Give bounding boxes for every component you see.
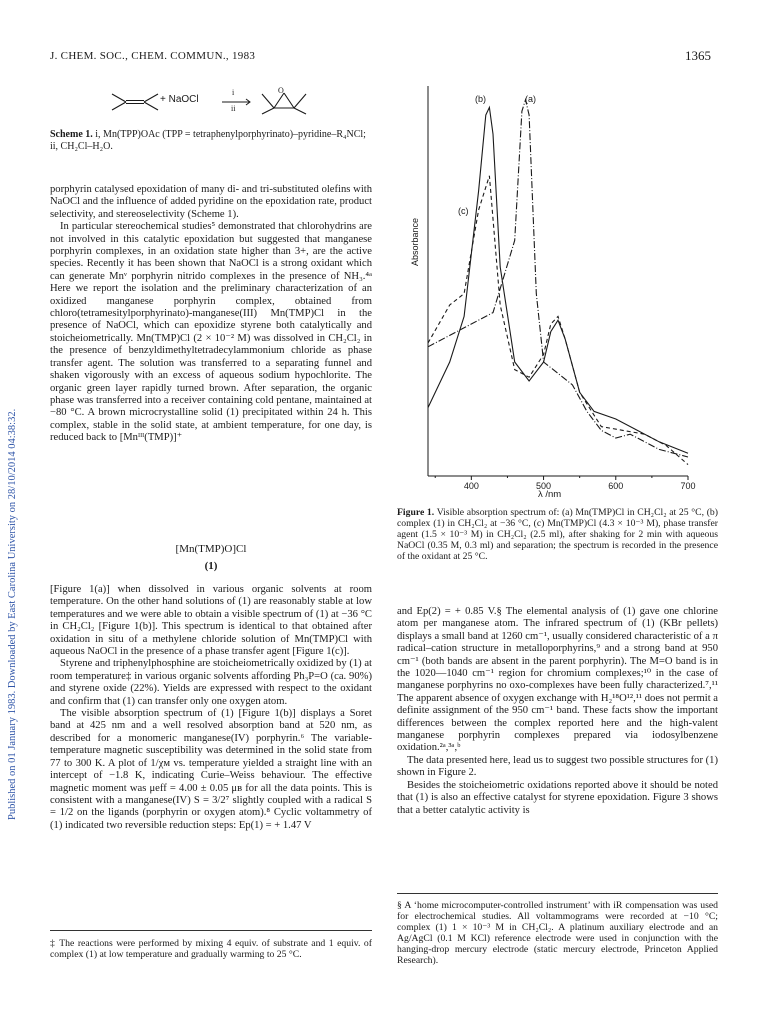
running-header: J. CHEM. SOC., CHEM. COMMUN., 1983 [50, 50, 256, 62]
x-tick-label: 500 [536, 481, 552, 491]
epoxide-structure [262, 93, 306, 114]
x-tick-label: 600 [608, 481, 624, 491]
paragraph: The visible absorption spectrum of (1) [Figure 1(b)] displays a Soret band at 425 nm and a well resolved absorption band at 520 nm, as described for a monomeric manganese(IV) porphyrin.⁶ The variable-temperature magnetic susceptibility was determined in the solid state from 77 to 300 K. A plot of 1/χᴍ vs. temperature yielded a straight line with an intercept of −1.8 K, indicating Curie–Weiss behaviour. The effective magnetic moment was μeff = 4.00 ± 0.05 μʙ for all the data points. This is consistent with a manganese(IV) S = 3/2⁷ slightly coupled with a radical S = 1/2 on the ligands (porphyrin or oxygen atom).⁸ Cyclic voltammetry of (1) indicated two reversible reduction steps: Ep(1) = + 1.47 V [50, 708, 372, 831]
scheme-1 [110, 88, 340, 128]
arrow-label-top: i [232, 88, 235, 97]
scheme-1-structures [110, 88, 340, 128]
paragraph: In particular stereochemical studies⁵ demonstrated that chlorohydrins are not involved in this catalytic epoxidation but suggested that manganese porphyrin complexes, in an oxidation state higher than 3+, are the active species. Recently it has been shown that NaOCl is a strong oxidant which can generate Mnᵛ porphyrin nitrido complexes in the presence of NH₃.⁴ᵃ Here we report the isolation and the preliminary characterization of an oxidized manganese porphyrin complex, obtained from chloro(tetramesitylporphyrinato)-manganese(III) Mn(TMP)Cl in the presence of NaOCl, which can epoxidize styrene both catalytically and stoicheiometrically. Mn(TMP)Cl (2 × 10⁻² M) was dissolved in CH₂Cl₂ in the presence of benzyldimethyltetradecylammonium chloride as phase transfer agent. The solution was transferred to a separating funnel and shaken vigorously with an excess of aqueous sodium hypochlorite. The organic green layer rapidly turned brown. After separation, the organic phase was transferred into a receiver containing cold pentane, maintained at −80 °C. A brown microcrystalline solid (1) precipitated within 24 h. This complex, stable in the solid state, at ambient temperature, for one day, is reduced back to [Mnᴵᴵᴵ(TMP)]⁺ [50, 221, 372, 444]
series-line-b [428, 107, 688, 453]
download-watermark: Published on 01 January 1983. Downloaded by East Carolina University on 28/10/2014 04:38:32. [7, 408, 18, 820]
curve-label-a: (a) [525, 94, 536, 104]
figure-1 [388, 76, 708, 504]
compound-formula: [Mn(TMP)O]Cl [175, 543, 247, 555]
figure-caption-label: Figure 1. [397, 507, 435, 518]
scheme-caption [50, 129, 375, 152]
left-column-text-1 [50, 184, 372, 445]
spectrum-chart [388, 76, 708, 504]
left-column-text-2 [50, 584, 372, 832]
x-tick-label: 400 [463, 481, 479, 491]
paragraph: porphyrin catalysed epoxidation of many di- and tri-substituted olefins with NaOCl and the influence of added pyridine on the epoxidation rate, product selectivity, and stereoselectivity (Scheme 1). [50, 184, 372, 220]
compound-label: (1) [204, 560, 218, 572]
alkene-structure [112, 94, 158, 110]
x-axis-label: λ /nm [538, 489, 562, 500]
paragraph: Styrene and triphenylphosphine are stoicheiometrically oxidized by (1) at room temperature‡ in various organic solvents affording Ph₃P=O (ca. 90%) and styrene oxide (22%). Yields are expressed with respect to the oxidant and confirm that (1) can transfer only one oxygen atom. [50, 658, 372, 707]
figure-caption [397, 507, 718, 562]
right-column-text [397, 606, 718, 817]
footnote-rule [50, 930, 372, 931]
paragraph: [Figure 1(a)] when dissolved in various organic solvents at room temperature. On the other hand solutions of (1) are reasonably stable at low temperatures and we were able to obtain a visible spectrum of (1) at −36 °C in CH₂Cl₂ [Figure 1(b)]. This spectrum is identical to that obtained after oxidation in situ of a methylene chloride solution of Mn(TMP)Cl with aqueous NaOCl in the presence of a phase transfer agent [Figure 1(c)]. [50, 584, 372, 658]
x-tick-label: 700 [680, 481, 696, 491]
footnote-right: § A ‘home microcomputer-controlled instrument’ with iR compensation was used for electrochemical studies. All voltammograms were recorded at −10 °C; complex (1) 1 × 10⁻³ M in CH₂Cl₂. A platinum auxiliary electrode and an Ag/AgCl (0.1 M KCl) reference electrode were used in conjunction with the hanging-drop mercury electrode (static mercury electrode, Princeton Applied Research). [397, 900, 718, 966]
y-axis-label: Absorbance [410, 217, 420, 266]
scheme-caption-text: i, Mn(TPP)OAc (TPP = tetraphenylporphyrinato)–pyridine–R₄NCl; ii, CH₂Cl–H₂O. [50, 129, 366, 152]
figure-caption-text: Visible absorption spectrum of: (a) Mn(TMP)Cl in CH₂Cl₂ at 25 °C, (b) complex (1) in CH₂Cl₂ at −36 °C, (c) Mn(TMP)Cl (4.3 × 10⁻³ M), phase transfer agent (1.5 × 10⁻³ M) in CH₂Cl₂ (2.5 ml), after shaking for 2 min with aqueous NaOCl (0.35 M, 0.3 ml) and separation; the spectrum is recorded in the presence of the oxidant at 25 °C. [397, 507, 719, 563]
paragraph: Besides the stoicheiometric oxidations reported above it should be noted that (1) is also an effective catalyst for styrene epoxidation. Figure 3 shows that a better catalytic activity is [397, 779, 718, 816]
footnote-rule-right [397, 893, 718, 894]
scheme-reagent: + NaOCl [160, 94, 199, 105]
compound-formula-block [50, 541, 372, 575]
epoxide-oxygen: O [278, 86, 284, 95]
curve-label-b: (b) [475, 94, 486, 104]
reaction-arrow [222, 99, 250, 105]
arrow-label-bottom: ii [231, 104, 236, 113]
paragraph: and Ep(2) = + 0.85 V.§ The elemental analysis of (1) gave one chlorine atom per manganese atom. The infrared spectrum of (1) (KBr pellets) displays a small band at 1260 cm⁻¹, usually considered characteristic of a π radical–cation structure in metalloporphyrins,⁹ and a strong band at 950 cm⁻¹ (both bands are absent in the parent porphyrin). The M=O band is in the 1020—1040 cm⁻¹ region for chromium complexes;¹⁰ in the case of manganese porphyrins no oxo-complexes have been fully characterized.⁷,¹¹ The apparent absence of oxygen exchange with H₂¹⁸O¹²,¹¹ does not permit a definite assignment of the 950 cm⁻¹ band. These facts show the important differences between the complex reported here and the high-valent manganese porphyrin complexes prepared via iodosylbenzene oxidation.²ᵃ,³ᵃ,ᵇ [397, 606, 718, 754]
curve-label-c: (c) [458, 206, 469, 216]
paragraph: The data presented here, lead us to suggest two possible structures for (1) shown in Figure 2. [397, 754, 718, 779]
page-number: 1365 [685, 48, 711, 63]
footnote-left: ‡ The reactions were performed by mixing 4 equiv. of substrate and 1 equiv. of complex (1) at low temperature and gradually warming to 25 °C. [50, 938, 372, 960]
scheme-caption-label: Scheme 1. [50, 129, 93, 140]
